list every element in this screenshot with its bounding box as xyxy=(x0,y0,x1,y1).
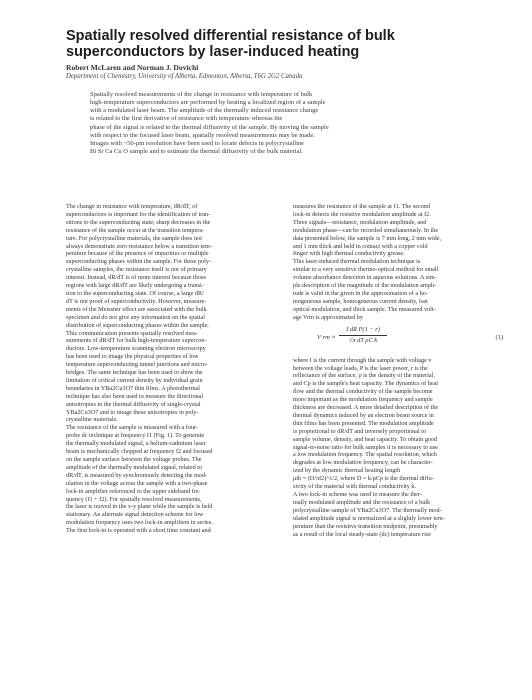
body-text-line: perature because of the presence of impurities or multiple xyxy=(66,250,209,258)
body-text-line: stationary. An alternate signal detection scheme for low xyxy=(66,511,204,519)
body-text-line: distribution of superconducting phases within the sample. xyxy=(66,321,209,329)
body-text-line: anisotropies in the thermal diffusivity of single-crystal xyxy=(66,400,201,408)
body-text-line: sample volume, density, and heat capacity. To obtain good xyxy=(293,435,438,443)
body-text-line: lock-in detects the resistive modulation amplitude at f2. xyxy=(293,210,431,218)
body-text-line: volume absorbance detection in aqueous solutions. A sim- xyxy=(293,274,437,282)
body-text-line: and Cp is the sample's heat capacity. The dynamics of heat xyxy=(293,380,439,388)
body-text-line: is proportional to dR/dT and inversely proportional to xyxy=(293,427,427,435)
body-text-line: age Vrm is approximated by xyxy=(293,313,363,321)
body-text-line: quency (f1 + f2). For spatially resolved measurements, xyxy=(66,495,202,503)
body-text-line: modulation phase—can be recorded simultaneously. In the xyxy=(293,226,439,234)
body-text-line: YBa2Cu3O7 and to image these anisotropies in poly- xyxy=(66,408,199,416)
equation-number: (1) xyxy=(495,333,503,341)
body-text-line: as a result of the local steady-state (dc) temperature rise xyxy=(293,530,431,538)
abstract-line: high-temperature superconductors are performed by heating a localized region of a sample xyxy=(90,99,326,107)
body-text-line: The resistance of the sample is measured with a four- xyxy=(66,424,199,432)
body-text-line: The first lock-in is operated with a short time constant and xyxy=(66,527,211,535)
equation-numerator: I dR P(1 − r) xyxy=(339,326,387,336)
abstract-line: Bi Sr Ca Cu O sample and to estimate the thermal diffusivity of the bulk material. xyxy=(90,148,303,156)
body-text-line: specimen and do not give any information on the spatial xyxy=(66,313,206,321)
body-text-line: dT is not proof of superconductivity. However, measure- xyxy=(66,297,207,305)
body-text-line: This laser-induced thermal modulation technique is xyxy=(293,258,421,266)
equation-fraction xyxy=(339,326,387,345)
body-text-line: ture. For polycrystalline materials, the sample does not xyxy=(66,234,202,242)
abstract-line: phase of the signal is related to the thermal diffusivity of the sample. By moving the sample xyxy=(90,123,329,131)
body-text-line: regions with large dR/dT are likely undergoing a transi- xyxy=(66,282,204,290)
body-text-line: between the voltage leads, P is the laser power, r is the xyxy=(293,364,428,372)
body-text-line: the laser is moved in the x-y plane while the sample is held xyxy=(66,503,213,511)
right-column-bottom xyxy=(293,357,505,539)
abstract-line: Spatially resolved measurements of the change in resistance with temperature of bulk xyxy=(90,91,313,98)
body-text-line: ple description of the magnitude of the modulation ampli- xyxy=(293,282,437,290)
right-column xyxy=(293,203,505,538)
body-text-line: superconductors is important for the identification of tran- xyxy=(66,210,211,218)
body-text-line: Three signals—resistance, modulation amplitude, and xyxy=(293,218,427,226)
body-text-line: ductors. Low-temperature scanning electron microscopy xyxy=(66,345,206,353)
body-text-line: beam is mechanically chopped at frequency f2 and focused xyxy=(66,448,213,456)
body-text-line: probe dc technique at frequency f1 (Fig. 1). To generate xyxy=(66,432,205,440)
body-text-line: where I is the current through the sample with voltage v xyxy=(293,356,432,364)
body-text-line: similar to a very sensitive thermo-optical method for small xyxy=(293,266,439,274)
paper-affiliation: Department of Chemistry, University of Alberta, Edmonton, Alberta, T6G 2G2 Canada xyxy=(66,73,303,80)
body-text-line: The change in resistance with temperature, dR/dT, of xyxy=(66,203,198,210)
body-text-line: has been used to image the physical properties of low xyxy=(66,353,199,361)
body-text-line: ments of the Meissner effect are associated with the bulk xyxy=(66,305,207,313)
body-text-line: degrades at low modulation frequency, can be character- xyxy=(293,459,433,467)
body-text-line: the thermally modulated signal, a helium-cadmium laser xyxy=(66,440,206,448)
equation-lhs: V rm ≈ xyxy=(317,333,336,341)
body-text-line: limitation of critical current density by individual grain xyxy=(66,376,203,384)
body-text-line: polycrystalline sample of YBa2Cu3O7. The thermally mod- xyxy=(293,506,442,514)
body-text-line: signal-to-noise ratio for bulk samples it is necessary to use xyxy=(293,443,438,451)
abstract-line: is related to the first derivative of resistance with temperature whereas the xyxy=(90,115,283,123)
equation-1 xyxy=(293,324,505,354)
body-text-line: sivity of the material with thermal conductivity k. xyxy=(293,483,417,491)
body-text-line: superconducting phases within the sample. For these poly- xyxy=(66,258,212,266)
paper-title: Spatially resolved differential resistance of bulk superconductors by laser-induced heating xyxy=(66,28,395,60)
body-text-line: a low modulation frequency. The spatial resolution, which xyxy=(293,451,437,459)
body-text-line: mogeneous sample, homogeneous current density, fast xyxy=(293,297,428,305)
body-text-line: flow and the thermal conductivity of the sample become xyxy=(293,388,433,396)
body-text-line: interest. Instead, dR/dT is of more interest because those xyxy=(66,274,207,282)
body-text-line: tion to the superconducting state. Of course, a large dR/ xyxy=(66,289,204,297)
body-text-line: ulation in the voltage across the sample with a two-phase xyxy=(66,479,208,487)
left-column xyxy=(66,203,278,535)
body-text-line: A two lock-in scheme was used to measure the ther- xyxy=(293,491,422,498)
body-text-line: amplitude of the thermally modulated signal, related to xyxy=(66,463,203,471)
abstract-line: Images with ~50-μm resolution have been used to locate defects in polycrystalline xyxy=(90,139,305,147)
paper-authors: Robert McLaren and Norman J. Dovichi xyxy=(66,63,199,72)
body-text-line: thickness are decreased. A more detailed description of the xyxy=(293,404,439,412)
body-text-line: crystalline samples, the resistance itself is not of primary xyxy=(66,266,207,274)
body-text-line: temperature superconducting tunnel junctions and micro- xyxy=(66,361,208,369)
body-text-line: data presented below, the sample is 7 mm long, 2 mm wide, xyxy=(293,234,442,242)
body-text-line: sitions to the superconducting state; sharp decreases in the xyxy=(66,218,211,226)
body-text-line: This communication presents spatially resolved mea- xyxy=(66,329,198,337)
body-text-line: finger with high thermal conductivity grease. xyxy=(293,250,405,258)
body-text-line: and 1 mm thick and held in contact with a copper cold xyxy=(293,242,428,250)
body-text-line: technique has also been used to measure the directional xyxy=(66,392,204,400)
body-text-line: ized by the dynamic thermal heating length xyxy=(293,467,401,475)
body-text-line: optical modulation, and thick sample. The measured volt- xyxy=(293,305,436,313)
body-text-line: boundaries in YBa2Cu3O7 thin films. A photothermal xyxy=(66,384,200,392)
body-text-line: ulated amplitude signal is normalized at a slightly lower tem- xyxy=(293,514,445,522)
abstract-line: with respect to the focused laser beam, spatially resolved measurements may be made. xyxy=(90,131,315,139)
body-text-line: lock-in amplifier referenced to the upper sideband fre- xyxy=(66,487,201,495)
body-text-line: mally modulated amplitude and the resistance of a bulk xyxy=(293,498,431,506)
body-text-line: thin films has been presented. The modulation amplitude xyxy=(293,419,434,427)
body-text-line: modulation frequency uses two lock-in amplifiers in series. xyxy=(66,519,213,527)
body-text-line: μth = (D/πf2)^1/2, where D = k/ρCp is the thermal diffu- xyxy=(293,475,434,483)
body-text-line: dR/dT, is measured by synchronously detecting the mod- xyxy=(66,471,208,479)
right-column-top xyxy=(293,203,505,322)
body-text-line: thermal dynamics induced by an electron beam source in xyxy=(293,411,434,419)
body-text-line: bridges. The same technique has been used to show the xyxy=(66,369,203,377)
body-text-line: tude is valid in the given in the approximation of a ho- xyxy=(293,289,428,297)
equation-denominator: √π dT ρC k xyxy=(348,336,378,344)
body-text-line: reflectance of the surface, ρ is the density of the material, xyxy=(293,372,435,380)
body-text-line: surements of dR/dT for bulk high-temperature supercon- xyxy=(66,337,207,345)
body-text-line: perature than the resistive transition midpoint, presumably xyxy=(293,522,438,530)
body-text-line: always demonstrate zero resistance below a transition tem- xyxy=(66,242,212,250)
body-text-line: crystalline materials. xyxy=(66,416,118,424)
body-text-line: measures the resistance of the sample at f1. The second xyxy=(293,203,430,210)
body-text-line: on the sample surface between the voltage probes. The xyxy=(66,456,202,463)
body-text-line: more important as the modulation frequency and sample xyxy=(293,396,433,404)
body-text-line: resistance of the sample occur at the transition tempera- xyxy=(66,226,205,234)
abstract xyxy=(90,91,452,156)
abstract-line: with a modulated laser beam. The amplitude of the thermally induced resistance change xyxy=(90,107,319,115)
